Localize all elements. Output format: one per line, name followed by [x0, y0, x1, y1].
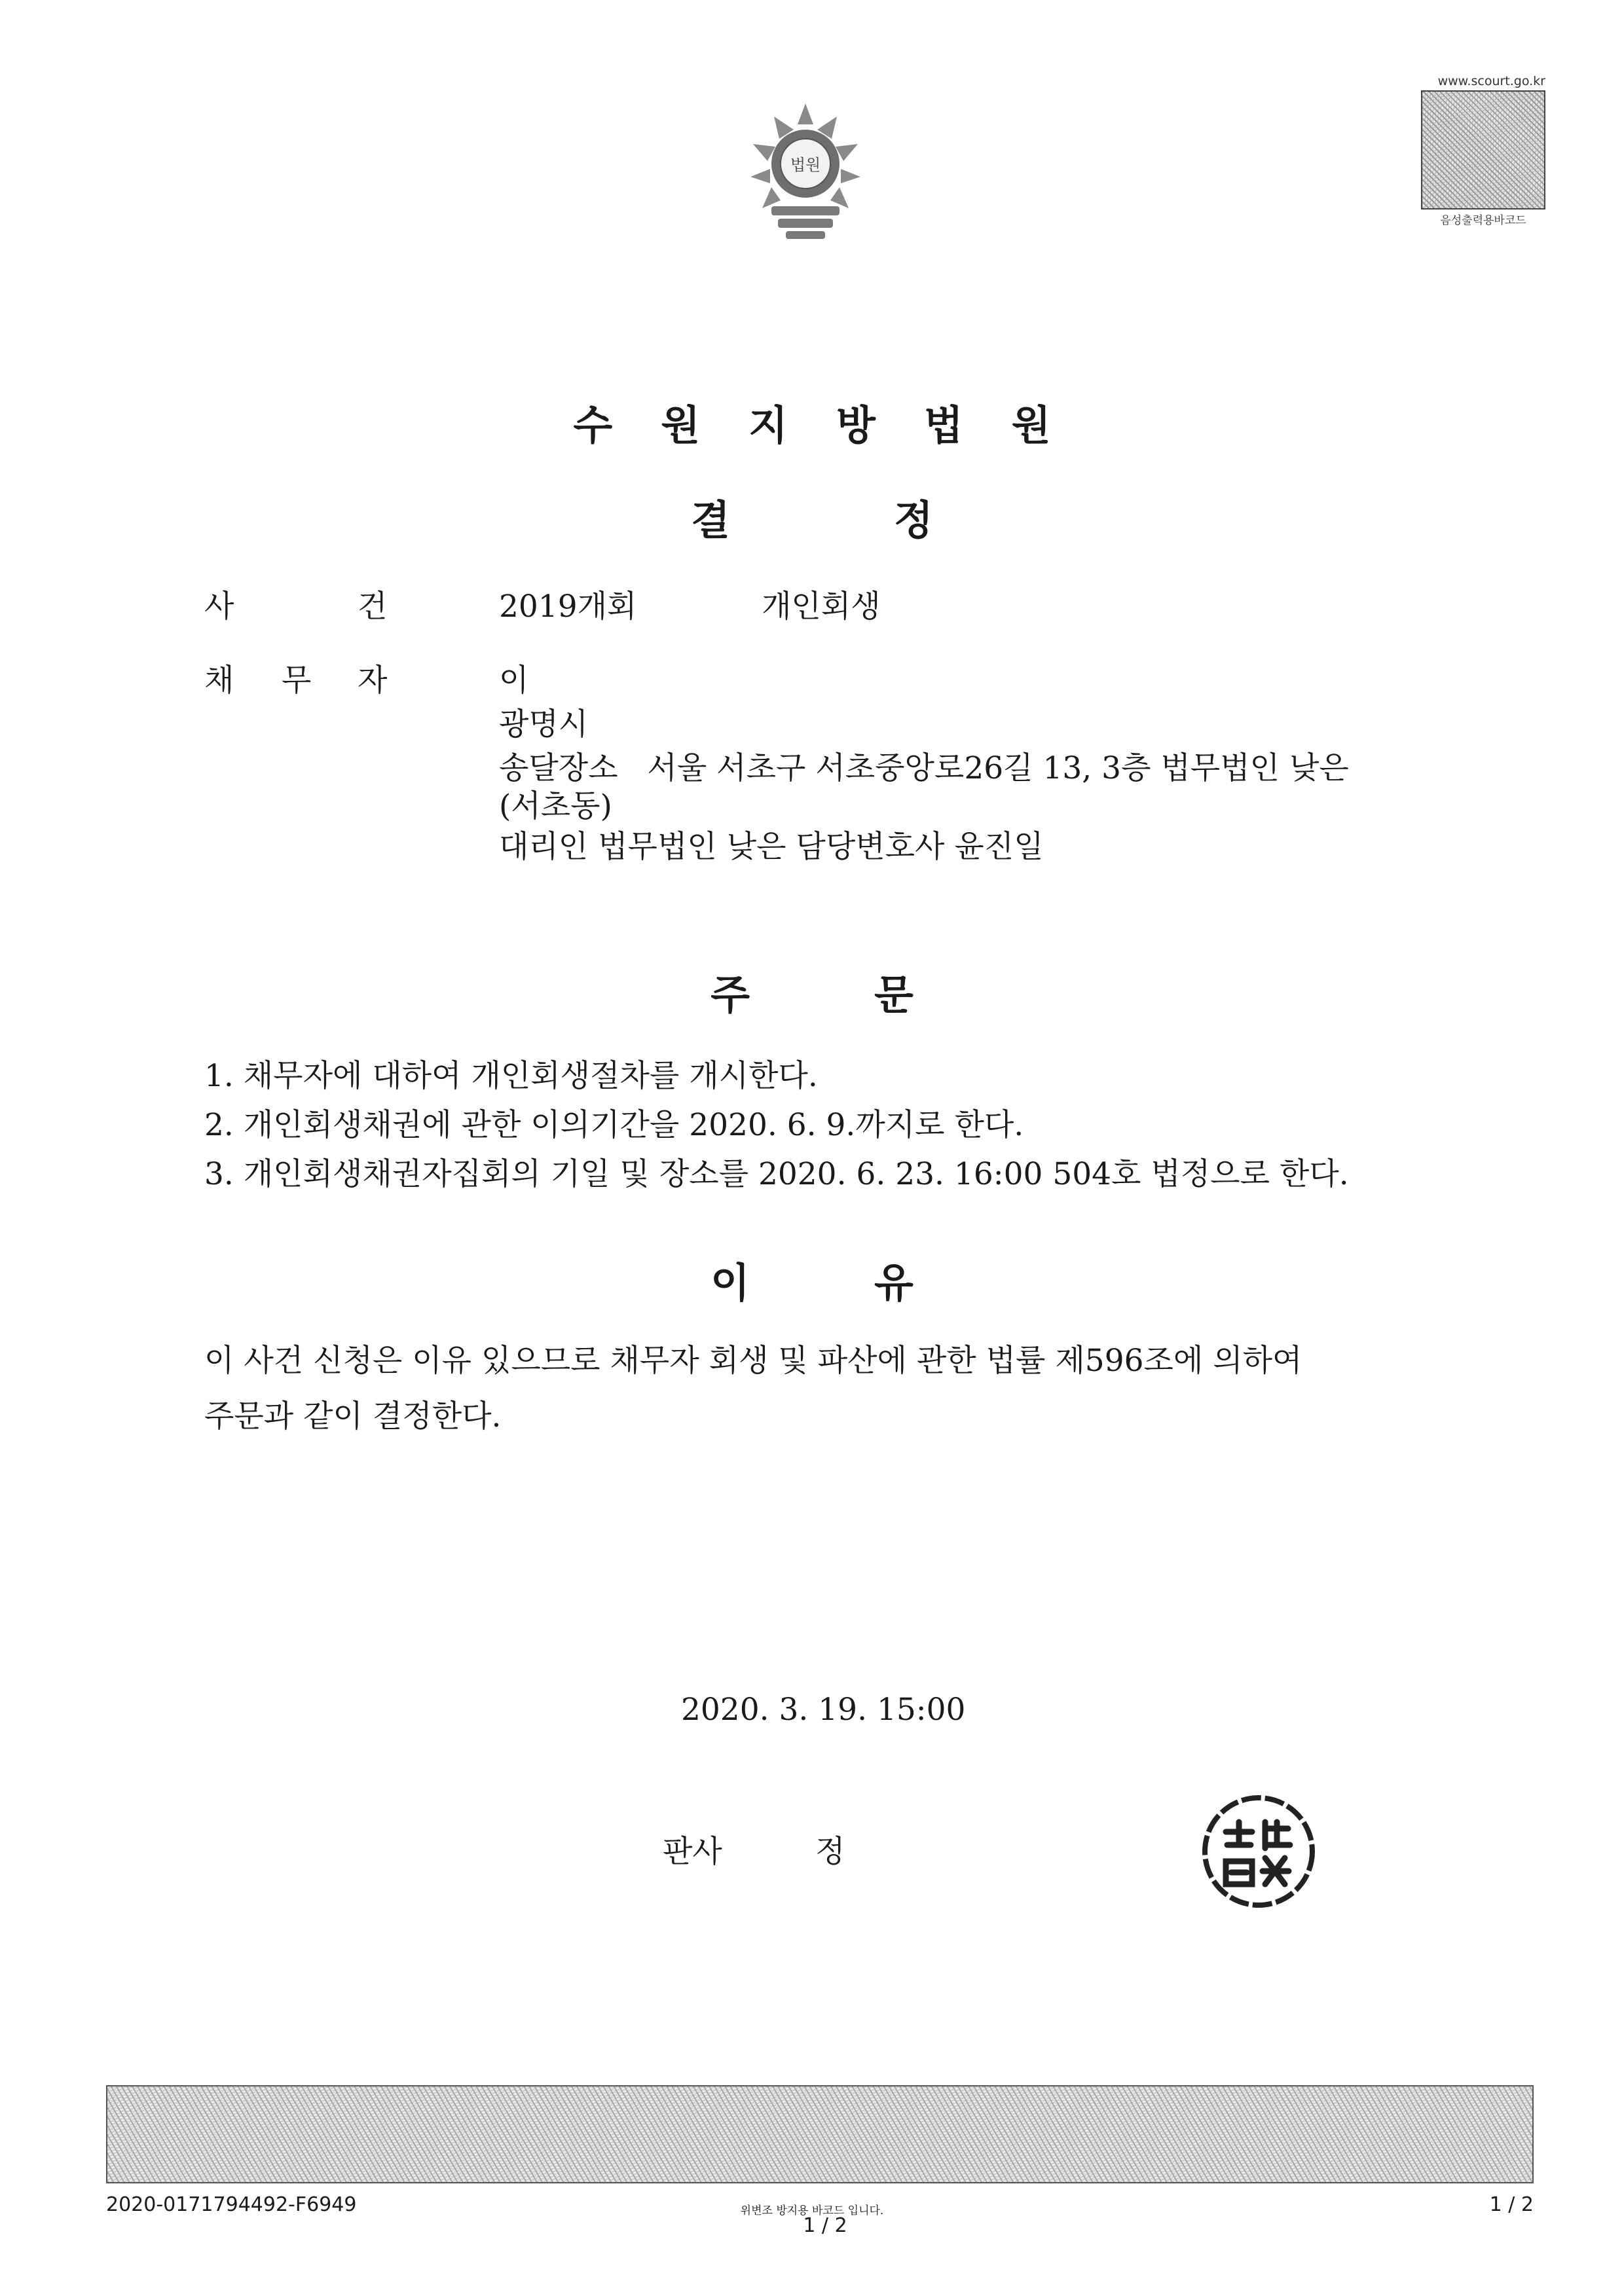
debtor-delivery-address: 송달장소 서울 서초구 서초중앙로26길 13, 3층 법무법인 낮은 — [499, 750, 1349, 786]
debtor-label-char-2: 무 — [282, 663, 312, 699]
court-name-heading: 수원지방법원 — [573, 401, 1099, 449]
debtor-name: 이 — [499, 663, 529, 699]
case-label-char-2: 건 — [358, 589, 388, 625]
debtor-city: 광명시 — [499, 706, 589, 742]
reason-text-line-2: 주문과 같이 결정한다. — [204, 1398, 502, 1434]
decision-date: 2020. 3. 19. 15:00 — [681, 1692, 966, 1728]
page-number: 1 / 2 — [1489, 2193, 1534, 2216]
case-label-char-1: 사 — [204, 589, 234, 625]
svg-text:법원: 법원 — [790, 156, 821, 174]
debtor-delivery-address-cont: (서초동) — [499, 788, 612, 824]
voice-barcode-caption: 음성출력용바코드 — [1440, 214, 1526, 227]
document-id: 2020-0171794492-F6949 — [106, 2193, 357, 2216]
reason-text-line-1: 이 사건 신청은 이유 있으므로 채무자 회생 및 파산에 관한 법률 제596조에 의하여 — [204, 1343, 1302, 1379]
anti-forgery-barcode — [106, 2085, 1534, 2183]
voice-barcode-image — [1421, 90, 1545, 210]
case-number: 2019개회 — [499, 589, 637, 625]
judge-title: 판사 — [663, 1834, 722, 1870]
document-title: 결정 — [691, 496, 1097, 544]
order-section-title: 주문 — [710, 971, 1038, 1019]
order-item-1: 1. 채무자에 대하여 개인회생절차를 개시한다. — [204, 1058, 818, 1094]
voice-barcode-url: www.scourt.go.kr — [1437, 74, 1545, 88]
judge-name: 정 — [815, 1834, 845, 1870]
court-emblem-logo — [740, 98, 871, 252]
barcode-notice: 위변조 방지용 바코드 입니다. — [740, 2204, 884, 2217]
case-type: 개인회생 — [762, 589, 881, 625]
page-number-center: 1 / 2 — [803, 2214, 847, 2237]
judge-seal-stamp — [1200, 1793, 1318, 1910]
debtor-label-char-3: 자 — [358, 663, 388, 699]
order-item-2: 2. 개인회생채권에 관한 이의기간을 2020. 6. 9.까지로 한다. — [204, 1107, 1024, 1143]
debtor-agent: 대리인 법무법인 낮은 담당변호사 윤진일 — [499, 829, 1044, 865]
debtor-label-char-1: 채 — [204, 663, 234, 699]
order-item-3: 3. 개인회생채권자집회의 기일 및 장소를 2020. 6. 23. 16:00 504호 법정으로 한다. — [204, 1156, 1349, 1192]
reason-section-title: 이유 — [710, 1259, 1038, 1307]
